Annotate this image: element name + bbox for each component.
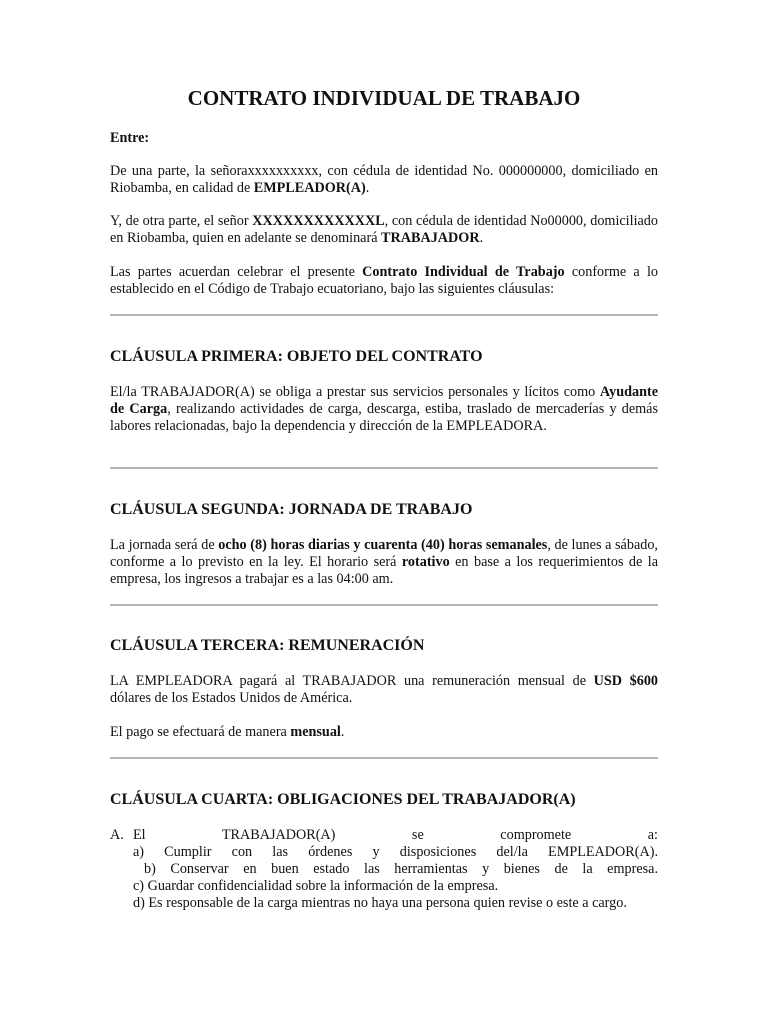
obligation-item: d) Es responsable de la carga mientras no haya una persona quien revise o este a cargo. bbox=[133, 895, 627, 911]
clause-1-heading: CLÁUSULA PRIMERA: OBJETO DEL CONTRATO bbox=[110, 348, 483, 365]
agreement-paragraph bbox=[110, 264, 658, 298]
obligation-item: c) Guardar confidencialidad sobre la información de la empresa. bbox=[133, 878, 499, 894]
p1-end: . bbox=[365, 180, 370, 196]
worker-name: XXXXXXXXXXXXL bbox=[252, 213, 385, 229]
obligation-item: a) Cumplir con las órdenes y disposiciones del/la EMPLEADOR(A). bbox=[133, 844, 658, 860]
document-title: CONTRATO INDIVIDUAL DE TRABAJO bbox=[187, 86, 581, 110]
section-divider bbox=[110, 604, 658, 606]
party-employer-paragraph bbox=[110, 163, 658, 197]
clause-3-body bbox=[110, 673, 658, 707]
section-divider bbox=[110, 314, 658, 316]
worker-role: TRABAJADOR bbox=[381, 230, 480, 246]
clause-1-body bbox=[110, 384, 658, 435]
c3-text: LA EMPLEADORA pagará al TRABAJADOR una remuneración mensual de bbox=[110, 673, 594, 689]
p3-text-2: conforme a lo establecido en el Código de Trabajo ecuatoriano, bajo las siguientes cláusulas: bbox=[110, 264, 658, 297]
clause-2-body bbox=[110, 537, 658, 588]
c3-text-2: dólares de los Estados Unidos de América. bbox=[110, 690, 353, 706]
section-divider bbox=[110, 467, 658, 469]
p2-text: Y, de otra parte, el señor bbox=[110, 213, 253, 229]
employer-role: EMPLEADOR(A) bbox=[253, 180, 366, 196]
p2-end: . bbox=[479, 230, 484, 246]
clause-2-heading: CLÁUSULA SEGUNDA: JORNADA DE TRABAJO bbox=[110, 501, 473, 518]
obligation-item: b) Conservar en buen estado las herramientas y bienes de la empresa. bbox=[144, 861, 658, 877]
salary-amount: USD $600 bbox=[593, 673, 659, 689]
p3-text: Las partes acuerdan celebrar el presente bbox=[110, 264, 363, 280]
list-marker-a: A. bbox=[110, 827, 124, 843]
c2-text: La jornada será de bbox=[110, 537, 219, 553]
contract-name: Contrato Individual de Trabajo bbox=[362, 264, 565, 280]
schedule-type: rotativo bbox=[401, 554, 450, 570]
p2-text-2: , con cédula de identidad No00000, domiciliado en Riobamba, quien en adelante se denominará bbox=[110, 213, 658, 246]
payment-frequency: mensual bbox=[290, 724, 341, 740]
obligations-lead: El TRABAJADOR(A) se compromete a: bbox=[133, 827, 658, 843]
c3-payment-text: El pago se efectuará de manera bbox=[110, 724, 291, 740]
c1-text-2: , realizando actividades de carga, descarga, estiba, traslado de mercaderías y demás labores relacionadas, bajo la dependencia y dirección de la EMPLEADORA. bbox=[110, 401, 658, 434]
clause-4-heading: CLÁUSULA CUARTA: OBLIGACIONES DEL TRABAJADOR(A) bbox=[110, 791, 576, 808]
job-title: Ayudante de Carga bbox=[110, 384, 658, 417]
section-divider bbox=[110, 757, 658, 759]
party-worker-paragraph bbox=[110, 213, 658, 247]
clause-3-heading: CLÁUSULA TERCERA: REMUNERACIÓN bbox=[110, 637, 425, 654]
entre-label: Entre: bbox=[110, 130, 150, 146]
work-hours: ocho (8) horas diarias y cuarenta (40) horas semanales bbox=[218, 537, 548, 553]
c2-text-2: , de lunes a sábado, conforme a lo previsto en la ley. El horario será bbox=[110, 537, 658, 570]
p1-text: De una parte, la señoraxxxxxxxxxx, con cédula de identidad No. 000000000, domiciliado en Riobamba, en calidad de bbox=[110, 163, 658, 196]
c2-text-3: en base a los requerimientos de la empresa, los ingresos a trabajar es a las 04:00 am. bbox=[110, 554, 658, 587]
c3-payment-end: . bbox=[340, 724, 345, 740]
c1-text: El/la TRABAJADOR(A) se obliga a prestar sus servicios personales y lícitos como bbox=[110, 384, 600, 400]
clause-3-payment bbox=[110, 724, 658, 741]
